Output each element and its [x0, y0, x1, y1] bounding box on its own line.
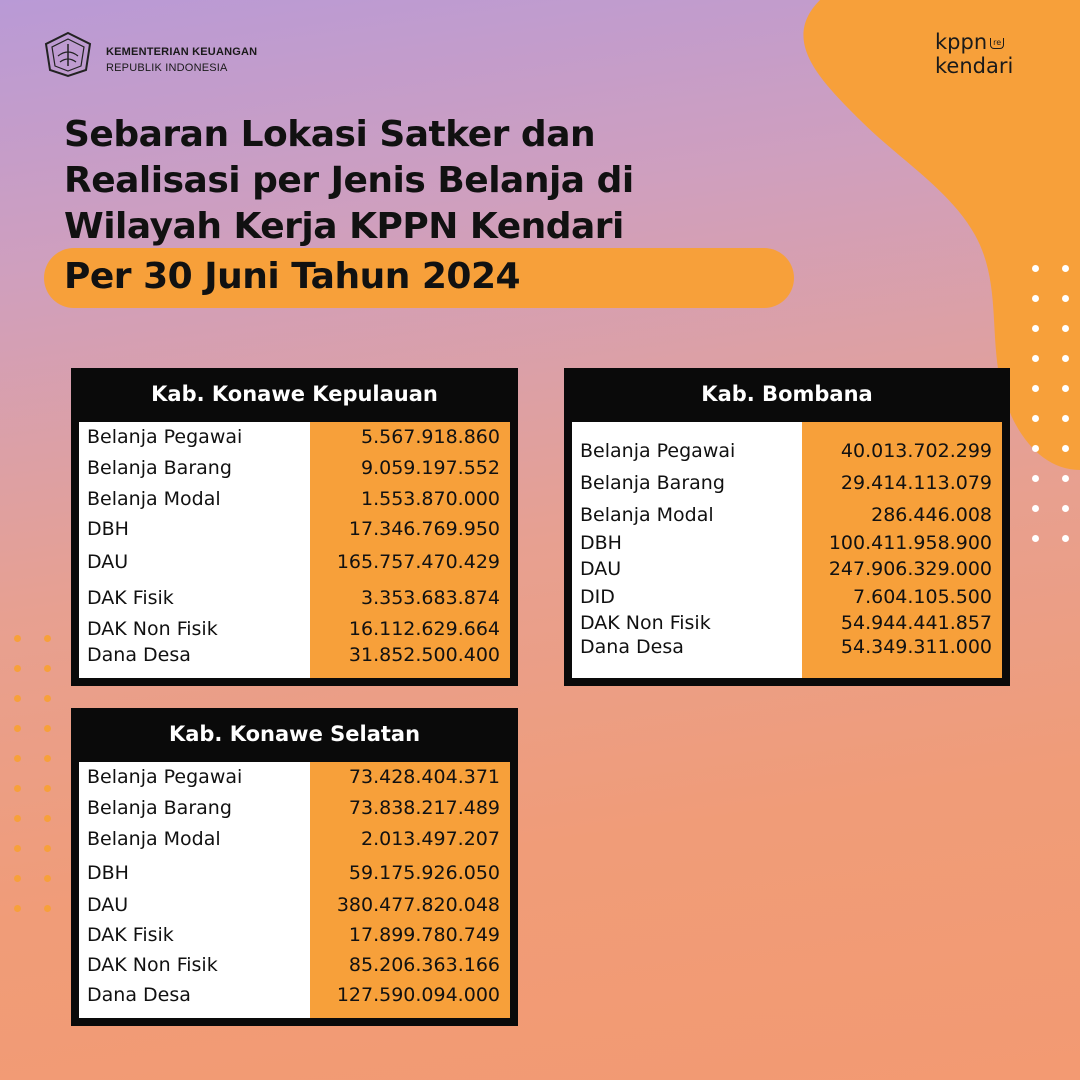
- row-value: 286.446.008: [871, 504, 992, 526]
- dot-decoration: [1032, 355, 1039, 362]
- table-row: [79, 764, 510, 794]
- row-value: 54.944.441.857: [840, 612, 992, 634]
- row-label: Belanja Modal: [87, 828, 221, 850]
- row-label: DAU: [87, 551, 129, 573]
- dot-decoration: [1032, 445, 1039, 452]
- table-row: [79, 642, 510, 672]
- title-line-3: Wilayah Kerja KPPN Kendari: [64, 206, 624, 247]
- table-row: [79, 585, 510, 615]
- table-row: [79, 860, 510, 890]
- row-value: 1.553.870.000: [360, 488, 500, 510]
- table-row: [79, 892, 510, 922]
- dot-decoration: [1062, 265, 1069, 272]
- row-label: Dana Desa: [87, 644, 191, 666]
- row-label: DAK Non Fisik: [87, 954, 218, 976]
- date-label: Per 30 Juni Tahun 2024: [64, 256, 521, 297]
- dot-decoration: [1032, 475, 1039, 482]
- table-row: [79, 922, 510, 952]
- row-value: 29.414.113.079: [840, 472, 992, 494]
- dot-decoration: [44, 725, 51, 732]
- dot-decoration: [44, 815, 51, 822]
- dot-decoration: [1062, 535, 1069, 542]
- row-value: 380.477.820.048: [336, 894, 500, 916]
- row-label: DAK Non Fisik: [580, 612, 711, 634]
- ministry-line-1: KEMENTERIAN KEUANGAN: [106, 46, 258, 58]
- dot-decoration: [14, 785, 21, 792]
- brand-badge: re: [990, 38, 1004, 49]
- dot-decoration: [14, 875, 21, 882]
- dot-decoration: [14, 845, 21, 852]
- dot-decoration: [1062, 385, 1069, 392]
- row-label: Belanja Modal: [87, 488, 221, 510]
- dot-decoration: [14, 905, 21, 912]
- card-bombana: [564, 368, 1010, 686]
- ministry-name: [106, 44, 257, 76]
- row-value: 85.206.363.166: [348, 954, 500, 976]
- card-table: [79, 762, 510, 1018]
- row-label: DAK Fisik: [87, 924, 174, 946]
- ministry-seal-icon: [42, 30, 94, 78]
- table-row: [79, 982, 510, 1012]
- dot-decoration: [14, 725, 21, 732]
- dot-decoration: [44, 635, 51, 642]
- card-title: Kab. Konawe Kepulauan: [151, 382, 438, 406]
- table-row: [79, 826, 510, 856]
- dot-decoration: [14, 755, 21, 762]
- row-value: 5.567.918.860: [360, 426, 500, 448]
- dot-decoration: [1032, 265, 1039, 272]
- row-value: 59.175.926.050: [348, 862, 500, 884]
- row-label: DBH: [87, 518, 129, 540]
- table-row: [572, 470, 1002, 500]
- table-row: [79, 486, 510, 516]
- card-konawe-selatan: [71, 708, 518, 1026]
- dot-decoration: [44, 845, 51, 852]
- page-title: [64, 112, 784, 250]
- dot-decoration: [44, 695, 51, 702]
- dot-decoration: [44, 785, 51, 792]
- row-label: Belanja Pegawai: [580, 440, 736, 462]
- brand-line-1: kppn: [935, 30, 988, 54]
- dot-decoration: [14, 695, 21, 702]
- table-row: [79, 952, 510, 982]
- dot-decoration: [1032, 295, 1039, 302]
- table-row: [79, 795, 510, 825]
- dot-decoration: [44, 665, 51, 672]
- row-value: 165.757.470.429: [336, 551, 500, 573]
- row-label: DBH: [580, 532, 622, 554]
- card-konawe-kepulauan: [71, 368, 518, 686]
- table-row: [572, 556, 1002, 586]
- title-line-1: Sebaran Lokasi Satker dan: [64, 114, 596, 155]
- row-value: 31.852.500.400: [348, 644, 500, 666]
- row-value: 73.428.404.371: [348, 766, 500, 788]
- row-label: Dana Desa: [87, 984, 191, 1006]
- dot-decoration: [1062, 505, 1069, 512]
- row-value: 7.604.105.500: [852, 586, 992, 608]
- card-title: Kab. Konawe Selatan: [168, 722, 421, 746]
- row-label: DBH: [87, 862, 129, 884]
- dot-decoration: [1062, 325, 1069, 332]
- row-value: 54.349.311.000: [840, 636, 992, 658]
- row-value: 247.906.329.000: [828, 558, 992, 580]
- dot-decoration: [1062, 415, 1069, 422]
- row-value: 100.411.958.900: [828, 532, 992, 554]
- dot-decoration: [1032, 505, 1039, 512]
- dot-decoration: [1062, 295, 1069, 302]
- row-label: Dana Desa: [580, 636, 684, 658]
- brand-line-2: kendari: [935, 54, 1014, 78]
- dot-decoration: [1062, 355, 1069, 362]
- dot-decoration: [1062, 475, 1069, 482]
- dot-decoration: [44, 905, 51, 912]
- dot-decoration: [1032, 415, 1039, 422]
- row-label: Belanja Modal: [580, 504, 714, 526]
- row-value: 17.346.769.950: [348, 518, 500, 540]
- table-row: [79, 424, 510, 454]
- row-label: DAK Non Fisik: [87, 618, 218, 640]
- dot-decoration: [14, 635, 21, 642]
- row-label: DAU: [87, 894, 129, 916]
- card-table: [572, 422, 1002, 678]
- row-label: DAK Fisik: [87, 587, 174, 609]
- row-value: 73.838.217.489: [348, 797, 500, 819]
- ministry-line-2: REPUBLIK INDONESIA: [106, 62, 228, 74]
- table-row: [572, 438, 1002, 468]
- dot-decoration: [44, 875, 51, 882]
- kppn-kendari-logo: [935, 30, 1013, 78]
- table-row: [79, 549, 510, 579]
- row-value: 2.013.497.207: [360, 828, 500, 850]
- row-label: DID: [580, 586, 615, 608]
- row-value: 40.013.702.299: [840, 440, 992, 462]
- row-value: 3.353.683.874: [360, 587, 500, 609]
- row-label: DAU: [580, 558, 622, 580]
- card-table: [79, 422, 510, 678]
- dot-decoration: [1032, 535, 1039, 542]
- row-label: Belanja Barang: [87, 797, 232, 819]
- row-label: Belanja Barang: [580, 472, 725, 494]
- dot-decoration: [1032, 325, 1039, 332]
- dot-decoration: [14, 665, 21, 672]
- dot-decoration: [14, 815, 21, 822]
- dot-decoration: [1062, 445, 1069, 452]
- row-label: Belanja Pegawai: [87, 426, 243, 448]
- row-label: Belanja Barang: [87, 457, 232, 479]
- table-row: [79, 455, 510, 485]
- dot-decoration: [44, 755, 51, 762]
- dot-decoration: [1032, 385, 1039, 392]
- table-row: [572, 502, 1002, 532]
- title-line-2: Realisasi per Jenis Belanja di: [64, 160, 634, 201]
- card-title: Kab. Bombana: [701, 382, 873, 406]
- row-label: Belanja Pegawai: [87, 766, 243, 788]
- table-row: [572, 634, 1002, 664]
- row-value: 9.059.197.552: [360, 457, 500, 479]
- row-value: 17.899.780.749: [348, 924, 500, 946]
- row-value: 127.590.094.000: [336, 984, 500, 1006]
- row-value: 16.112.629.664: [348, 618, 500, 640]
- table-row: [79, 516, 510, 546]
